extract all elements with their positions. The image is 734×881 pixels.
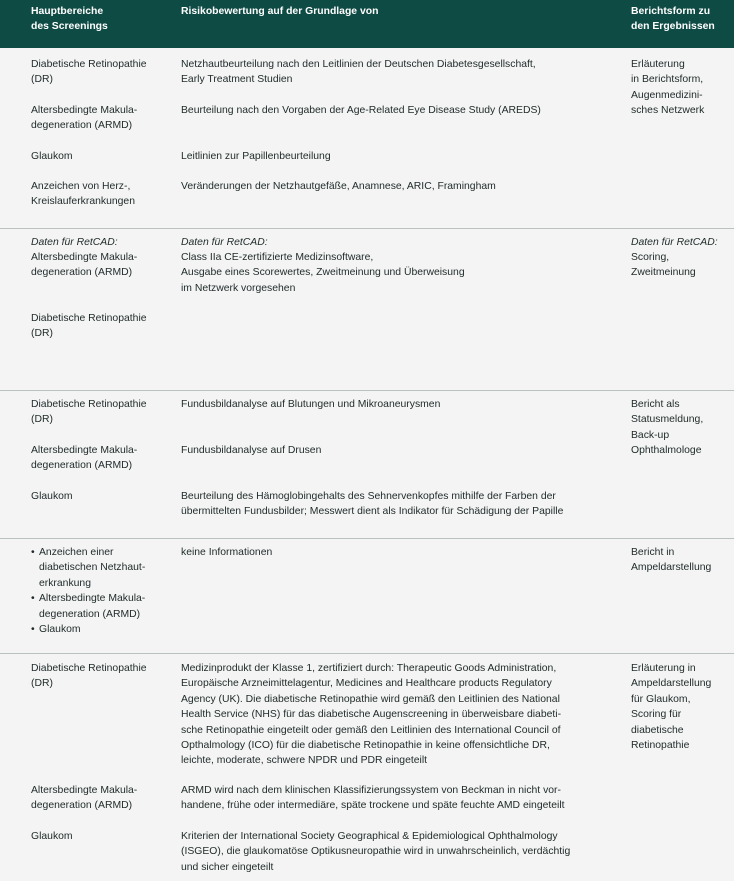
s3-risk-armd: Fundusbildanalyse auf Drusen [181, 445, 322, 456]
s5-report: Erläuterung in Ampeldarstellung für Glaukom, Scoring für diabetische Retinopathie [631, 663, 712, 752]
s3-area-armd: Altersbedingte Makula- degeneration (ARMD) [31, 445, 138, 472]
s5-risk-dr: Medizinprodukt der Klasse 1, zertifiziert durch: Therapeutic Goods Administration, Europäische Arzneimittelagentur, Medicines and Healthcare products Regulatory Agency (UK). Die diabetische Retinopathie wird gemäß den Leitlinien des National Health Service (NHS) für das diabetische Augenscreening in überweisbare diabeti- sche Retinopathie eingeteilt oder gemäß den Leitlinien des International Council of Opthalmology (ICO) für die diabetische Retinopathie in keine offensichtliche DR, leichte, moderate, schwere NPDR und PDR eingeteilt [181, 663, 562, 767]
s1-area-glaukom: Glaukom [31, 151, 73, 162]
s2-area-label: Daten für RetCAD: [31, 237, 118, 248]
s2-area-dr: Diabetische Retinopathie (DR) [31, 313, 147, 340]
s1-area-dr: Diabetische Retinopathie (DR) [31, 59, 147, 86]
header-report-form: Berichtsform zu den Ergebnissen [631, 6, 715, 33]
section-divider [0, 538, 734, 539]
s4-area-list [31, 545, 171, 637]
table-header [0, 0, 734, 48]
section-divider [0, 390, 734, 391]
header-risk-assessment: Risikobewertung auf der Grundlage von [181, 6, 379, 17]
s1-risk-armd: Beurteilung nach den Vorgaben der Age-Related Eye Disease Study (AREDS) [181, 105, 541, 116]
section-divider [0, 653, 734, 654]
s5-area-glaukom: Glaukom [31, 831, 73, 842]
s1-area-cardio: Anzeichen von Herz-, Kreislauferkrankungen [31, 181, 135, 208]
s1-risk-glaukom: Leitlinien zur Papillenbeurteilung [181, 151, 331, 162]
s5-area-dr: Diabetische Retinopathie (DR) [31, 663, 147, 690]
s3-area-glaukom: Glaukom [31, 491, 73, 502]
s2-area-armd: Altersbedingte Makula- degeneration (ARMD) [31, 252, 138, 279]
s4-report: Bericht in Ampeldarstellung [631, 547, 712, 574]
s1-risk-cardio: Veränderungen der Netzhautgefäße, Anamnese, ARIC, Framingham [181, 181, 496, 192]
header-screening-areas: Hauptbereiche des Screenings [31, 6, 108, 33]
list-item: • Altersbedingte Makula- degeneration (ARMD) [31, 591, 171, 622]
list-item: • Anzeichen einer diabetischen Netzhaut- erkrankung [31, 545, 171, 591]
s2-report: Scoring, Zweitmeinung [631, 252, 696, 279]
s5-risk-armd: ARMD wird nach dem klinischen Klassifizierungssystem von Beckman in nicht vor- handene, frühe oder intermediäre, späte trockene und späte feuchte AMD eingeteilt [181, 785, 565, 812]
s1-risk-dr: Netzhautbeurteilung nach den Leitlinien der Deutschen Diabetesgesellschaft, Early Treatment Studien [181, 59, 536, 86]
s1-report: Erläuterung in Berichtsform, Augenmedizini- sches Netzwerk [631, 59, 705, 117]
s3-risk-glaukom: Beurteilung des Hämoglobingehalts des Sehnervenkopfes mithilfe der Farben der übermittelten Fundusbilder; Messwert dient als Indikator für Schädigung der Papille [181, 491, 564, 518]
s5-area-armd: Altersbedingte Makula- degeneration (ARMD) [31, 785, 138, 812]
s2-report-label: Daten für RetCAD: [631, 237, 718, 248]
s2-risk: Class IIa CE-zertifizierte Medizinsoftware, Ausgabe eines Scorewertes, Zweitmeinung und Überweisung im Netzwerk vorgesehen [181, 252, 465, 294]
s3-report: Bericht als Statusmeldung, Back-up Ophthalmologe [631, 399, 704, 457]
s3-area-dr: Diabetische Retinopathie (DR) [31, 399, 147, 426]
s5-risk-glaukom: Kriterien der International Society Geographical & Epidemiological Ophthalmology (ISGEO), die glaukomatöse Optikusneuropathie wird in unwahrscheinlich, verdächtig und sicher eingeteilt [181, 831, 571, 873]
s1-area-armd: Altersbedingte Makula- degeneration (ARMD) [31, 105, 138, 132]
s2-risk-label: Daten für RetCAD: [181, 237, 268, 248]
s4-risk: keine Informationen [181, 547, 273, 558]
s3-risk-dr: Fundusbildanalyse auf Blutungen und Mikroaneurysmen [181, 399, 441, 410]
section-divider [0, 228, 734, 229]
list-item: • Glaukom [31, 622, 171, 637]
